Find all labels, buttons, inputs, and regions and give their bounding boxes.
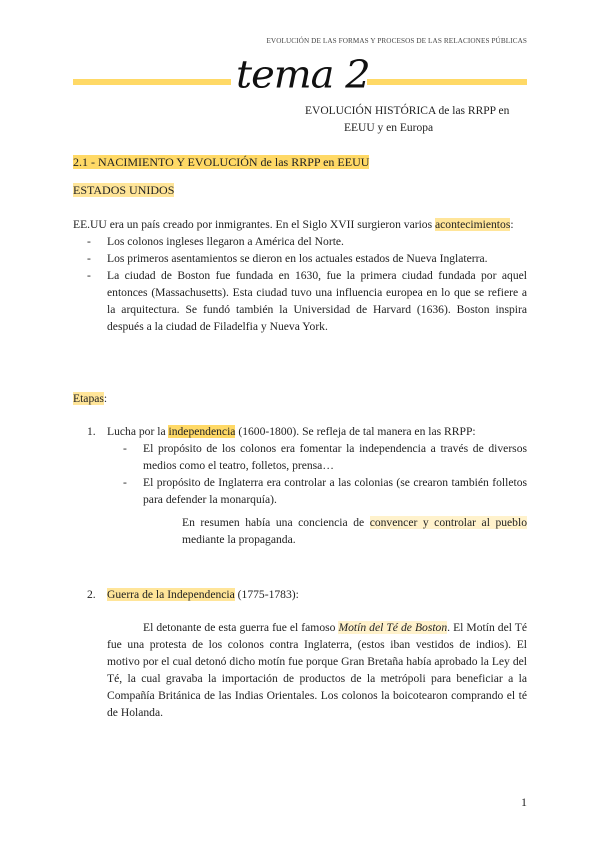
text: (1600-1800). Se refleja de tal manera en las RRPP: [235,425,476,438]
highlight: Guerra de la Independencia [107,588,235,601]
text: Lucha por la [107,425,169,438]
stage-2-paragraph [73,619,527,721]
dash-bullet-icon: - [87,269,91,282]
stage-1-bullets [73,440,527,508]
intro-paragraph [73,216,527,233]
list-number: 2. [87,588,96,601]
list-item-text: El propósito de los colonos era fomentar la independencia a través de diversos medios como el teatro, folletos, prensa… [143,442,527,472]
list-item-text: La ciudad de Boston fue fundada en 1630, fue la primera ciudad fundada por aquel entonces (Massachusetts). Esta ciudad tuvo una influencia europea en lo que se refiere a la arquitectura. Se fundó también la Universidad de Harvard (1636). Boston inspira después a la ciudad de Filadelfia y Nueva York. [107,269,527,333]
subsection-heading-text: ESTADOS UNIDOS [73,183,175,197]
list-item-text: Los colonos ingleses llegaron a América del Norte. [107,235,344,248]
stage-1 [73,423,527,548]
stage-2-title [73,586,527,603]
list-item [73,233,527,250]
list-item-text: Los primeros asentamientos se dieron en los actuales estados de Nueva Inglaterra. [107,252,488,265]
intro-colon: : [510,218,514,231]
highlight: independencia [168,425,236,438]
section-heading-text: 2.1 - NACIMIENTO Y EVOLUCIÓN de las RRPP en EEUU [73,155,370,169]
dash-bullet-icon: - [123,442,127,455]
highlight: acontecimientos [435,218,511,231]
stage-1-summary [73,514,527,548]
chapter-subtitle [305,103,525,137]
etapas-label-text: Etapas [73,392,104,405]
etapas-label [73,390,527,407]
title-bar-left [73,79,231,85]
etapas-colon: : [103,392,108,405]
highlight: convencer y controlar al pueblo [369,516,527,529]
intro-text: EE.UU era un país creado por inmigrantes. En el Siglo XVII surgieron varios [73,218,435,231]
dash-bullet-icon: - [87,252,91,265]
page-number: 1 [521,795,527,809]
text: El detonante de esta guerra fue el famoso [143,621,339,634]
list-item [73,250,527,267]
title-bar-right [367,79,527,85]
section-heading [73,155,369,170]
text: . El Motín del Té fue una protesta de los colonos contra Inglaterra, (estos iban vestidos de indios). El motivo por el cual detonó dicho motín fue porque Gran Bretaña había aprobado la Ley del Té, la cual gravaba la importación de productos de la metrópoli para beneficiar a la Compañía Británica de las Indias Orientales. Los colonos la boicotearon comprando el té de Holanda. [107,621,527,719]
dash-bullet-icon: - [87,235,91,248]
list-item [109,474,527,508]
list-item [73,267,527,335]
list-item-text: El propósito de Inglaterra era controlar a las colonias (se crearon también folletos para defender la monarquía). [143,476,527,506]
subsection-heading [73,183,174,198]
highlight: Motín del Té de Boston [338,621,448,634]
stage-2 [73,586,527,721]
subtitle-line: EVOLUCIÓN HISTÓRICA de las RRPP en [305,105,510,117]
intro-bullet-list [73,233,527,335]
text: (1775-1783): [234,588,299,601]
text: mediante la propaganda. [182,533,296,546]
running-header: EVOLUCIÓN DE LAS FORMAS Y PROCESOS DE LAS RELACIONES PÚBLICAS [266,37,527,45]
list-number: 1. [87,425,96,438]
chapter-title: tema 2 [236,53,370,97]
subtitle-line: EEUU y en Europa [344,122,434,134]
list-item [109,440,527,474]
dash-bullet-icon: - [123,476,127,489]
intro-block [73,216,527,335]
text: En resumen había una conciencia de [182,516,370,529]
stage-1-title [73,423,527,440]
